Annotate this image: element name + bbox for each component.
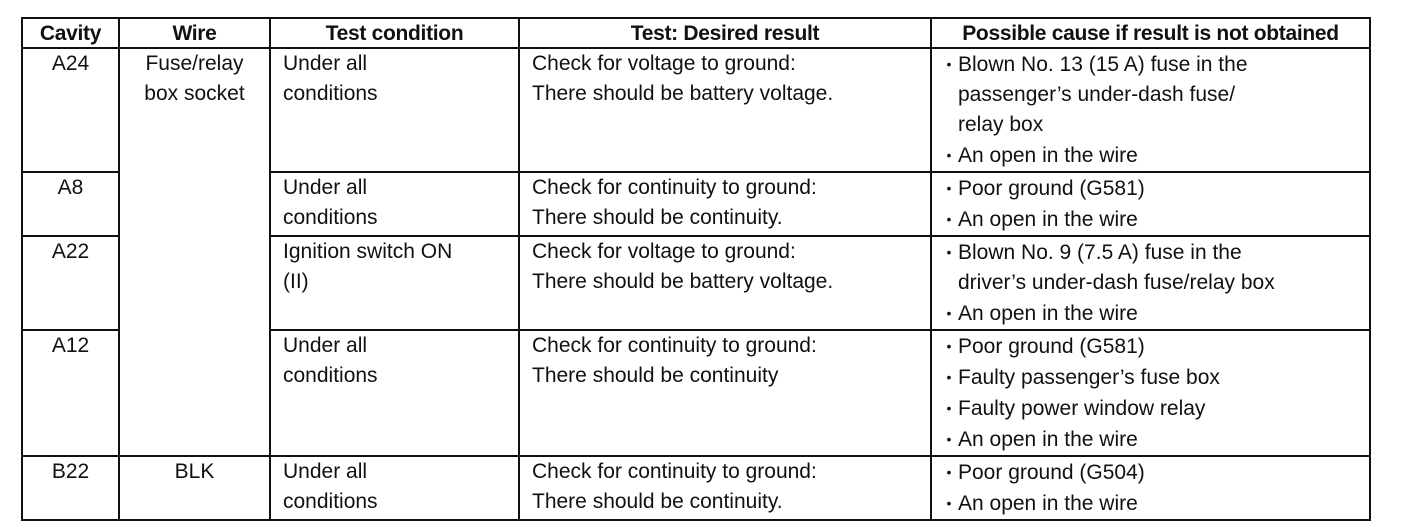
cavity-cell — [22, 172, 119, 236]
cavity-cell — [22, 236, 119, 330]
condition-text: Under all — [283, 460, 368, 483]
wire-cell — [119, 456, 270, 520]
header-wire: Wire — [119, 18, 270, 48]
bullet-icon: • — [946, 244, 952, 260]
cavity-cell — [22, 48, 119, 172]
cause-item-continued: driver’s under-dash fuse/relay box — [958, 271, 1275, 294]
table-row — [22, 48, 1370, 172]
bullet-icon: • — [946, 147, 952, 163]
bullet-icon: • — [946, 180, 952, 196]
bullet-icon: • — [946, 464, 952, 480]
result-text: There should be continuity. — [532, 490, 783, 513]
condition-text: (II) — [283, 270, 309, 293]
wire-cell — [119, 48, 270, 456]
wire-label: BLK — [174, 460, 215, 483]
header-cause: Possible cause if result is not obtained — [931, 18, 1370, 48]
result-cell — [519, 330, 931, 456]
cause-cell — [931, 48, 1370, 172]
table-row — [22, 456, 1370, 520]
condition-text: Ignition switch ON — [283, 240, 453, 263]
bullet-icon: • — [946, 211, 952, 227]
cause-cell — [931, 236, 1370, 330]
cause-item: • Poor ground (G504) — [940, 457, 1369, 488]
cause-item: • An open in the wire — [940, 488, 1369, 519]
bullet-icon: • — [946, 369, 952, 385]
condition-text: conditions — [283, 364, 378, 387]
bullet-icon: • — [946, 338, 952, 354]
result-text: There should be battery voltage. — [532, 270, 834, 293]
cavity-label: A22 — [51, 240, 90, 263]
cause-item-continued: relay box — [958, 113, 1044, 136]
condition-text: conditions — [283, 490, 378, 513]
result-text: Check for continuity to ground: — [532, 334, 817, 357]
bullet-icon: • — [946, 305, 952, 321]
condition-cell — [270, 172, 519, 236]
condition-text: Under all — [283, 52, 368, 75]
cause-item: • Blown No. 13 (15 A) fuse in the — [940, 49, 1369, 80]
result-cell — [519, 172, 931, 236]
result-text: There should be battery voltage. — [532, 82, 834, 105]
result-text: There should be continuity — [532, 364, 779, 387]
wire-label: Fuse/relay — [145, 52, 244, 75]
header-row — [22, 18, 1370, 48]
result-text: Check for voltage to ground: — [532, 52, 796, 75]
cause-item: • An open in the wire — [940, 298, 1369, 329]
cavity-label: A24 — [51, 52, 90, 75]
result-cell — [519, 456, 931, 520]
cavity-label: A8 — [57, 176, 84, 199]
wire-label: box socket — [144, 82, 245, 105]
condition-text: conditions — [283, 206, 378, 229]
cause-item: • Poor ground (G581) — [940, 331, 1369, 362]
bullet-icon: • — [946, 400, 952, 416]
condition-text: conditions — [283, 82, 378, 105]
cause-cell — [931, 456, 1370, 520]
cavity-cell — [22, 330, 119, 456]
condition-cell — [270, 330, 519, 456]
header-condition: Test condition — [270, 18, 519, 48]
cavity-label: A12 — [51, 334, 90, 357]
header-result: Test: Desired result — [519, 18, 931, 48]
condition-cell — [270, 456, 519, 520]
cause-item: • Faulty power window relay — [940, 393, 1369, 424]
cause-item: • An open in the wire — [940, 204, 1369, 235]
troubleshooting-table — [21, 17, 1371, 521]
cause-item: • An open in the wire — [940, 140, 1369, 171]
cavity-label: B22 — [51, 460, 90, 483]
result-text: Check for continuity to ground: — [532, 460, 817, 483]
cause-item-continued: passenger’s under-dash fuse/ — [958, 83, 1236, 106]
cause-item: • An open in the wire — [940, 424, 1369, 455]
header-cavity: Cavity — [22, 18, 119, 48]
cause-cell — [931, 172, 1370, 236]
condition-cell — [270, 48, 519, 172]
result-text: Check for continuity to ground: — [532, 176, 817, 199]
cause-item: • Poor ground (G581) — [940, 173, 1369, 204]
bullet-icon: • — [946, 56, 952, 72]
result-text: There should be continuity. — [532, 206, 783, 229]
cause-item: • Faulty passenger’s fuse box — [940, 362, 1369, 393]
condition-text: Under all — [283, 334, 368, 357]
cause-item: • Blown No. 9 (7.5 A) fuse in the — [940, 237, 1369, 268]
cause-cell — [931, 330, 1370, 456]
bullet-icon: • — [946, 495, 952, 511]
result-cell — [519, 48, 931, 172]
result-text: Check for voltage to ground: — [532, 240, 796, 263]
condition-text: Under all — [283, 176, 368, 199]
condition-cell — [270, 236, 519, 330]
result-cell — [519, 236, 931, 330]
cavity-cell — [22, 456, 119, 520]
bullet-icon: • — [946, 431, 952, 447]
